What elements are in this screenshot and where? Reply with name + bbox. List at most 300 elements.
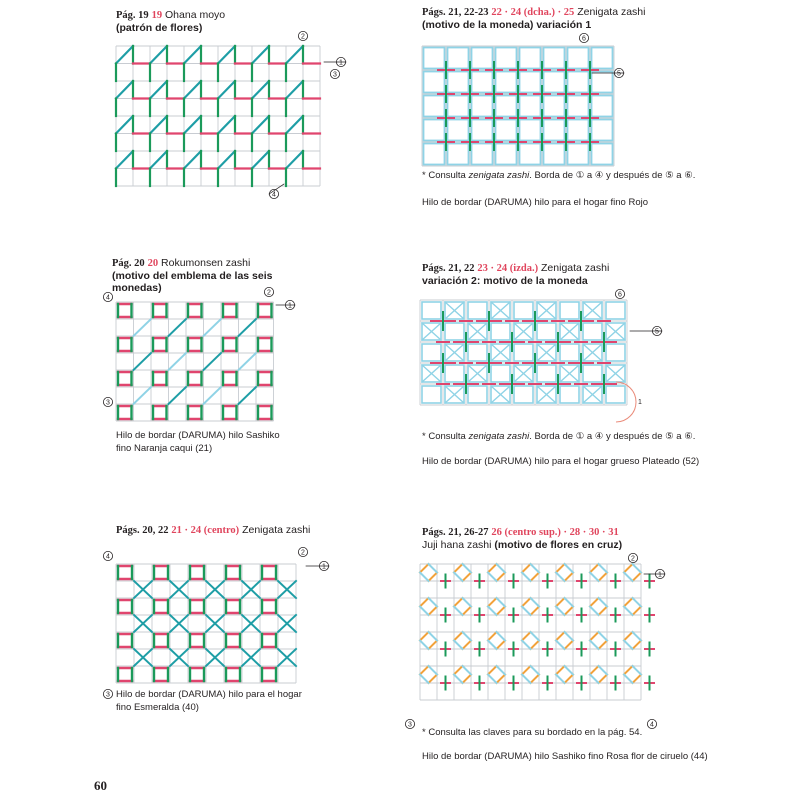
stitch-line — [497, 607, 506, 616]
stitch-square — [448, 72, 469, 93]
note-text: . Borda de — [529, 170, 576, 181]
stitch-square — [606, 386, 625, 403]
stitch-line — [134, 353, 152, 370]
stitch-square — [472, 72, 493, 93]
stitch-square — [468, 302, 487, 319]
stitch-line — [522, 632, 531, 641]
stitch-square — [592, 144, 613, 165]
stitch-line — [286, 81, 303, 99]
stitch-square — [568, 144, 589, 165]
stitch-square — [560, 386, 579, 403]
stitch-line — [286, 151, 303, 169]
stitch-square — [424, 72, 445, 93]
stitch-square — [560, 344, 579, 361]
panel-22-subtitle: (motivo de la moneda) variación 1 — [422, 19, 592, 31]
stitch-line — [599, 607, 608, 616]
stitch-line — [454, 573, 463, 582]
stitch-line — [599, 641, 608, 650]
stitch-square — [583, 365, 602, 382]
diagram-rokumonsen — [106, 289, 292, 426]
panel-23-title: Zenigata zashi — [541, 262, 610, 274]
stitch-square — [496, 96, 517, 117]
stitch-line — [599, 573, 608, 582]
note-ref: ⑤ — [665, 431, 674, 442]
stitch-line — [463, 607, 472, 616]
callout-label: 2 — [267, 289, 271, 297]
note-italic: zenigata zashi — [468, 170, 530, 181]
stitch-line — [184, 116, 201, 134]
stitch-line — [488, 666, 497, 675]
stitch-square — [592, 96, 613, 117]
note-ref: ④ — [594, 431, 604, 442]
page-number: 60 — [94, 778, 107, 793]
stitch-line — [454, 598, 463, 607]
stitch-line — [218, 81, 235, 99]
stitch-line — [633, 632, 642, 641]
stitch-line — [624, 641, 633, 650]
stitch-line — [633, 564, 642, 573]
note-text: y después de — [603, 170, 666, 181]
stitch-line — [599, 598, 608, 607]
panel-21-title: Zenigata zashi — [242, 524, 311, 536]
panel-19-title: Ohana moyo — [165, 9, 226, 21]
stitch-square — [514, 386, 533, 403]
stitch-square — [583, 323, 602, 340]
note-text: y después de — [603, 431, 666, 442]
stitch-line — [204, 319, 222, 336]
note-text: . — [692, 431, 696, 442]
stitch-square — [520, 72, 541, 93]
note-text: a — [584, 431, 595, 442]
stitch-line — [497, 666, 506, 675]
stitch-line — [169, 319, 187, 336]
stitch-line — [565, 564, 574, 573]
stitch-line — [531, 598, 540, 607]
panel-22-pages: Págs. 21, 22-23 — [422, 7, 489, 18]
stitch-line — [420, 666, 429, 675]
stitch-line — [116, 81, 133, 99]
stitch-line — [252, 116, 269, 134]
panel-21-thread — [116, 688, 302, 714]
callout-label: 3 — [106, 691, 110, 699]
callout-label: 5 — [655, 328, 659, 336]
stitch-line — [488, 607, 497, 616]
panel-22-title: Zenigata zashi — [577, 6, 646, 18]
callout-label: 2 — [301, 33, 305, 41]
stitch-square — [537, 323, 556, 340]
note-ref: ① — [575, 431, 585, 442]
stitch-line — [116, 151, 133, 169]
stitch-line — [134, 319, 152, 336]
stitch-square — [568, 72, 589, 93]
callout-label: 2 — [631, 555, 635, 563]
callout-label: 1 — [658, 571, 662, 579]
stitch-line — [531, 641, 540, 650]
stitch-line — [488, 573, 497, 582]
callout-label: 3 — [333, 71, 337, 79]
stitch-line — [463, 641, 472, 650]
stitch-square — [496, 72, 517, 93]
stitch-square — [424, 48, 445, 69]
stitch-line — [239, 353, 257, 370]
panel-21-thread-line2: fino Esmeralda (40) — [116, 702, 199, 713]
panel-20-thread-line2: fino Naranja caqui (21) — [116, 443, 213, 454]
stitch-square — [520, 48, 541, 69]
stitch-line — [252, 81, 269, 99]
panel-26-pages: Págs. 21, 26-27 — [422, 527, 489, 538]
stitch-line — [429, 598, 438, 607]
stitch-line — [633, 607, 642, 616]
diagram-juji-hana-zashi — [408, 555, 662, 729]
note-ref: ④ — [594, 170, 604, 181]
stitch-line — [420, 598, 429, 607]
stitch-square — [592, 120, 613, 141]
note-text: a — [673, 431, 685, 442]
stitch-line — [556, 564, 565, 573]
stitch-line — [522, 564, 531, 573]
stitch-line — [239, 387, 257, 404]
callout-label: 4 — [650, 721, 654, 729]
stitch-line — [590, 641, 599, 650]
stitch-line — [150, 81, 167, 99]
stitch-square — [568, 120, 589, 141]
stitch-square — [520, 96, 541, 117]
stitch-line — [463, 573, 472, 582]
panel-26-thread: Hilo de bordar (DARUMA) hilo Sashiko fino Rosa flor de ciruelo (44) — [422, 751, 708, 762]
stitch-line — [429, 632, 438, 641]
stitch-line — [252, 46, 269, 64]
stitch-line — [624, 564, 633, 573]
stitch-line — [531, 564, 540, 573]
stitch-line — [599, 666, 608, 675]
panel-23-note — [422, 430, 695, 443]
panel-20-pages: Pág. 20 — [112, 258, 145, 269]
panel-20-title: Rokumonsen zashi — [161, 257, 251, 269]
stitch-square — [606, 344, 625, 361]
stitch-line — [454, 675, 463, 684]
stitch-line — [150, 116, 167, 134]
callout-label: 4 — [272, 191, 276, 199]
stitch-line — [429, 666, 438, 675]
stitch-line — [488, 598, 497, 607]
stitch-line — [565, 675, 574, 684]
stitch-line — [420, 607, 429, 616]
stitch-square — [514, 302, 533, 319]
panel-22-note — [422, 169, 695, 182]
stitch-square — [496, 144, 517, 165]
stitch-line — [565, 598, 574, 607]
panel-20-numbers: 20 — [147, 258, 159, 269]
stitch-square — [472, 144, 493, 165]
panel-26-note: * Consulta las claves para su bordado en la pág. 54. — [422, 727, 643, 738]
stitch-line — [454, 632, 463, 641]
stitch-square — [592, 72, 613, 93]
stitch-line — [488, 564, 497, 573]
stitch-line — [531, 573, 540, 582]
stitch-line — [590, 632, 599, 641]
stitch-line — [497, 573, 506, 582]
stitch-square — [520, 120, 541, 141]
stitch-line — [556, 598, 565, 607]
stitch-line — [522, 598, 531, 607]
stitch-square — [544, 48, 565, 69]
stitch-square — [422, 302, 441, 319]
callout-label: 6 — [582, 35, 586, 43]
stitch-line — [488, 632, 497, 641]
stitch-line — [497, 641, 506, 650]
stitch-line — [463, 675, 472, 684]
stitch-line — [531, 675, 540, 684]
panel-21-pages: Págs. 20, 22 — [116, 525, 169, 536]
stitch-line — [134, 387, 152, 404]
callout-label: 4 — [106, 553, 110, 561]
panel-26-title: Juji hana zashi — [422, 539, 495, 551]
stitch-line — [522, 607, 531, 616]
stitch-line — [454, 641, 463, 650]
stitch-line — [218, 116, 235, 134]
stitch-square — [491, 365, 510, 382]
stitch-line — [497, 598, 506, 607]
panel-20-thread-line1: Hilo de bordar (DARUMA) hilo Sashiko — [116, 430, 280, 441]
stitch-line — [497, 632, 506, 641]
stitch-line — [531, 607, 540, 616]
note-text: . — [692, 170, 696, 181]
stitch-line — [624, 666, 633, 675]
panel-20-subtitle-line1: (motivo del emblema de las seis — [112, 270, 273, 282]
stitch-line — [463, 666, 472, 675]
stitch-square — [568, 48, 589, 69]
stitch-square — [544, 120, 565, 141]
stitch-line — [556, 607, 565, 616]
stitch-line — [204, 387, 222, 404]
stitch-square — [422, 386, 441, 403]
stitch-square — [568, 96, 589, 117]
callout-label: 6 — [618, 291, 622, 299]
grid — [420, 300, 627, 405]
stitch-line — [429, 607, 438, 616]
stitch-line — [522, 675, 531, 684]
panel-21-numbers: 21 · 24 (centro) — [171, 525, 240, 536]
callout-label: 1 — [322, 563, 326, 571]
stitch-line — [624, 675, 633, 684]
stitch-square — [424, 96, 445, 117]
stitch-square — [544, 144, 565, 165]
stitch-line — [590, 573, 599, 582]
stitch-line — [218, 151, 235, 169]
panel-19-subtitle: (patrón de flores) — [116, 22, 203, 34]
stitch-line — [599, 632, 608, 641]
grid — [116, 302, 274, 421]
stitch-square — [496, 48, 517, 69]
stitch-square — [496, 120, 517, 141]
panel-22-header — [422, 6, 645, 31]
stitch-square — [472, 48, 493, 69]
stitch-line — [488, 675, 497, 684]
stitch-square — [448, 96, 469, 117]
stitch-line — [454, 607, 463, 616]
stitch-line — [420, 641, 429, 650]
stitch-line — [531, 632, 540, 641]
panel-26-numbers: 26 (centro sup.) · 28 · 30 · 31 — [491, 527, 619, 538]
stitch-line — [252, 151, 269, 169]
stitch-line — [633, 675, 642, 684]
panel-22-numbers: 22 · 24 (dcha.) · 25 — [491, 7, 575, 18]
callout-label: 4 — [106, 294, 110, 302]
stitch-square — [544, 96, 565, 117]
stitch-line — [522, 641, 531, 650]
note-ref: ① — [575, 170, 585, 181]
note-ref: ⑥ — [684, 431, 693, 442]
stitch-line — [463, 598, 472, 607]
stitch-square — [472, 96, 493, 117]
stitch-line — [463, 564, 472, 573]
stitch-square — [592, 48, 613, 69]
panel-19-header — [116, 9, 225, 34]
panel-19-pages: Pág. 19 — [116, 10, 149, 21]
panel-19-numbers: 19 — [151, 10, 163, 21]
stitch-square — [472, 120, 493, 141]
panel-20-thread — [116, 429, 280, 455]
stitch-line — [454, 666, 463, 675]
stitch-line — [429, 573, 438, 582]
stitch-line — [169, 387, 187, 404]
stitch-line — [286, 46, 303, 64]
callout-label: 5 — [617, 70, 621, 78]
note-text: * Consulta — [422, 431, 469, 442]
callout-label: 1 — [339, 59, 343, 67]
stitch-line — [522, 573, 531, 582]
stitch-line — [184, 46, 201, 64]
stitch-square — [422, 344, 441, 361]
stitch-line — [556, 675, 565, 684]
stitch-line — [590, 675, 599, 684]
stitch-square — [514, 344, 533, 361]
note-ref: ⑥ — [684, 170, 693, 181]
stitch-line — [522, 666, 531, 675]
stitch-line — [116, 46, 133, 64]
stitch-square — [560, 302, 579, 319]
panel-20-subtitle-line2: monedas) — [112, 282, 162, 294]
stitch-square — [537, 365, 556, 382]
stitch-line — [116, 116, 133, 134]
stitch-line — [204, 353, 222, 370]
stitch-arc — [616, 382, 636, 422]
stitch-line — [184, 151, 201, 169]
panel-23-pages: Págs. 21, 22 — [422, 263, 475, 274]
stitch-square — [448, 120, 469, 141]
stitch-line — [169, 353, 187, 370]
panel-26-title-bold: (motivo de flores en cruz) — [494, 539, 623, 551]
stitch-square — [520, 144, 541, 165]
note-ref: ⑤ — [665, 170, 674, 181]
stitch-line — [633, 598, 642, 607]
stitch-line — [565, 607, 574, 616]
note-text: a — [584, 170, 595, 181]
stitch-line — [556, 573, 565, 582]
diagram-zenigata-variation-2 — [420, 291, 659, 426]
stitch-line — [454, 564, 463, 573]
diagram-ohana-moyo — [116, 33, 343, 199]
stitch-line — [624, 607, 633, 616]
stitch-line — [429, 564, 438, 573]
stitch-line — [565, 573, 574, 582]
panel-21-thread-line1: Hilo de bordar (DARUMA) hilo para el hogar — [116, 689, 302, 700]
stitch-line — [150, 46, 167, 64]
stitch-line — [624, 573, 633, 582]
stitch-line — [565, 641, 574, 650]
note-text: * Consulta — [422, 170, 469, 181]
callout-label: 1 — [288, 302, 292, 310]
stitch-line — [239, 319, 257, 336]
stitch-line — [218, 46, 235, 64]
diagram-zenigata-variation-1 — [422, 35, 622, 170]
stitch-line — [497, 564, 506, 573]
stitch-line — [590, 598, 599, 607]
stitch-square — [544, 72, 565, 93]
stitch-line — [590, 607, 599, 616]
stitch-line — [633, 666, 642, 675]
panel-23-header — [422, 262, 609, 287]
stitch-line — [184, 81, 201, 99]
stitch-square — [448, 48, 469, 69]
stitch-line — [497, 675, 506, 684]
stitch-line — [488, 641, 497, 650]
stitch-line — [556, 632, 565, 641]
stitch-line — [429, 641, 438, 650]
stitch-line — [565, 632, 574, 641]
stitch-line — [420, 675, 429, 684]
note-italic: zenigata zashi — [468, 431, 530, 442]
stitch-line — [590, 564, 599, 573]
stitch-square — [424, 144, 445, 165]
panel-20-header — [112, 257, 272, 294]
panel-23-thread: Hilo de bordar (DARUMA) hilo para el hogar grueso Plateado (52) — [422, 456, 700, 467]
stitch-square — [606, 302, 625, 319]
stitch-square — [445, 365, 464, 382]
stitch-line — [624, 598, 633, 607]
note-text: . Borda de — [529, 431, 576, 442]
panel-21-header — [116, 524, 310, 537]
stitch-line — [429, 675, 438, 684]
stitch-line — [599, 675, 608, 684]
panel-26-header — [422, 526, 622, 551]
stitch-square — [468, 386, 487, 403]
stitch-line — [624, 632, 633, 641]
stitch-square — [424, 120, 445, 141]
stitch-line — [590, 666, 599, 675]
stitch-line — [531, 666, 540, 675]
stitch-line — [420, 573, 429, 582]
callout-label: 1 — [638, 399, 642, 406]
stitch-line — [556, 666, 565, 675]
stitch-line — [286, 116, 303, 134]
callout-label: 3 — [408, 721, 412, 729]
stitch-line — [420, 632, 429, 641]
stitch-line — [599, 564, 608, 573]
panel-22-thread: Hilo de bordar (DARUMA) hilo para el hogar fino Rojo — [422, 197, 648, 208]
stitch-square — [445, 323, 464, 340]
panel-23-subtitle: variación 2: motivo de la moneda — [422, 275, 588, 287]
panel-23-numbers: 23 · 24 (izda.) — [477, 263, 539, 274]
stitch-line — [633, 573, 642, 582]
stitch-line — [556, 641, 565, 650]
stitch-line — [420, 564, 429, 573]
stitch-line — [633, 641, 642, 650]
callout-label: 2 — [301, 549, 305, 557]
stitch-line — [565, 666, 574, 675]
note-text: a — [673, 170, 685, 181]
stitch-square — [468, 344, 487, 361]
